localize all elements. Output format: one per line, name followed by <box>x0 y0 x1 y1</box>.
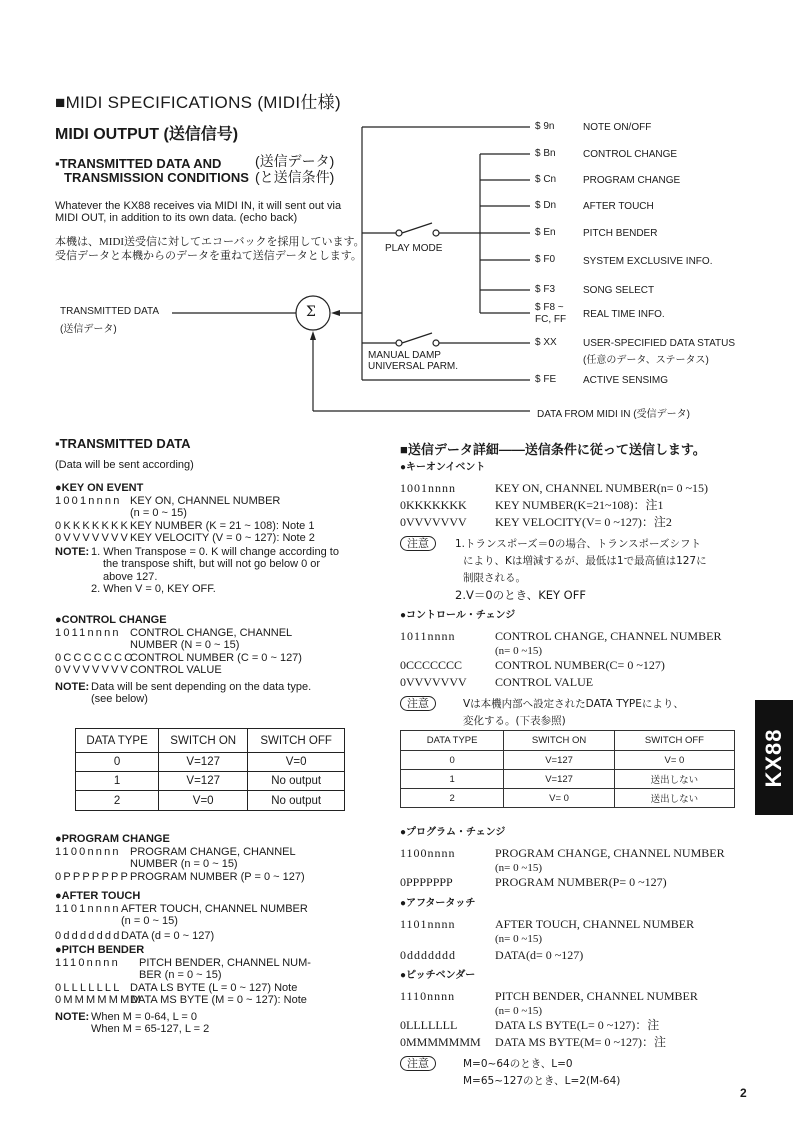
bit-desc: PITCH BENDER, CHANNEL NUMBER <box>495 989 698 1003</box>
table-cell: 2 <box>76 791 159 811</box>
bit-pattern: 0LLLLLLL <box>55 981 122 994</box>
bit-desc: BER (n = 0 ~ 15) <box>139 969 222 981</box>
section-heading: ●プログラム・チェンジ <box>400 827 506 838</box>
status-desc: CONTROL CHANGE <box>583 149 678 160</box>
bit-desc: (n= 0 ~15) <box>495 933 542 945</box>
table-cell: 0 <box>76 753 159 772</box>
table-cell: 0 <box>401 751 504 770</box>
table-cell: 送出しない <box>614 770 734 789</box>
conditions-heading-1: ▪TRANSMITTED DATA AND <box>55 156 222 171</box>
bit-desc: PROGRAM NUMBER (P = 0 ~ 127) <box>130 870 305 883</box>
section-heading: ●キーオンイベント <box>400 462 486 473</box>
bit-pattern: 0CCCCCCC <box>55 651 135 664</box>
status-desc: AFTER TOUCH <box>583 201 654 212</box>
table-header: DATA TYPE <box>76 729 159 753</box>
table-cell: No output <box>248 791 345 811</box>
status-code: $ Bn <box>535 148 556 159</box>
table-row <box>401 751 735 770</box>
page-number: 2 <box>740 1086 747 1100</box>
table-cell: V=127 <box>504 770 615 789</box>
bit-pattern: 0KKKKKKK <box>400 498 467 512</box>
manual-damp-label <box>368 350 458 372</box>
jp-line: と送信条件 <box>259 169 330 185</box>
bit-pattern: 1100nnnn <box>400 846 456 860</box>
caution-badge: 注意 <box>400 696 436 711</box>
bit-desc: PROGRAM NUMBER(P= 0 ~127) <box>495 875 667 889</box>
bit-desc: DATA LS BYTE (L = 0 ~ 127) Note <box>130 981 298 994</box>
table-cell: 1 <box>76 772 159 791</box>
status-code: FC, FF <box>535 314 567 325</box>
table-cell: No output <box>248 772 345 791</box>
table-header: DATA TYPE <box>401 731 504 751</box>
jp-lower-sections <box>400 824 725 1090</box>
table-cell: 2 <box>401 789 504 808</box>
conditions-heading-jp: (送信データ) (と送信条件) <box>255 153 335 185</box>
bit-desc: DATA MS BYTE (M = 0 ~ 127): Note <box>130 994 307 1006</box>
table-header: SWITCH ON <box>159 729 248 753</box>
bit-pattern: 0VVVVVVV <box>400 515 467 529</box>
note-text: 2. When V = 0, KEY OFF. <box>91 583 216 595</box>
bit-desc: KEY ON, CHANNEL NUMBER <box>130 494 281 507</box>
transmitted-data-label-jp: (送信データ) <box>60 324 117 335</box>
bit-desc: (n= 0 ~15) <box>495 862 542 874</box>
bit-pattern: 1011nnnn <box>55 626 121 639</box>
section-heading: ●PROGRAM CHANGE <box>55 833 170 845</box>
bit-desc: AFTER TOUCH, CHANNEL NUMBER <box>495 917 695 931</box>
midi-in-label: DATA FROM MIDI IN (受信データ) <box>537 409 690 420</box>
status-desc: PITCH BENDER <box>583 228 658 239</box>
bit-pattern: 0CCCCCCC <box>400 658 463 672</box>
bit-desc: (n= 0 ~15) <box>495 1005 542 1017</box>
caution-badge: 注意 <box>400 1056 436 1071</box>
bit-pattern: 0VVVVVVV <box>400 675 467 689</box>
status-code: $ En <box>535 227 556 238</box>
bit-desc: CONTROL NUMBER(C= 0 ~127) <box>495 658 665 672</box>
note-text: により、Kは増減するが、最低は1で最高値は127に <box>463 555 707 567</box>
status-desc: USER-SPECIFIED DATA STATUS <box>583 338 736 349</box>
bit-desc: KEY ON, CHANNEL NUMBER(n= 0 ~15) <box>495 481 709 495</box>
text-line: 本機は、MIDI送受信に対してエコーバックを採用しています。 <box>55 236 365 248</box>
bit-desc: CONTROL NUMBER (C = 0 ~ 127) <box>130 651 302 664</box>
bit-desc: CONTROL CHANGE, CHANNEL <box>130 626 293 639</box>
bit-pattern: 1100nnnn <box>55 845 121 858</box>
text-line: MIDI OUT, in addition to its own data. (echo back) <box>55 212 298 224</box>
status-code: $ Cn <box>535 174 557 185</box>
status-code: $ F8 ~ <box>535 302 564 313</box>
note-text: Data will be sent depending on the data type. <box>91 680 312 693</box>
bit-pattern: 0MMMMMMM <box>55 994 143 1006</box>
status-desc: NOTE ON/OFF <box>583 122 652 133</box>
jp-line: 送信データ <box>259 153 330 169</box>
bit-pattern: 0VVVVVVV <box>55 664 131 676</box>
section-heading: ●ピッチベンダー <box>400 970 476 981</box>
jp-detail-heading: ■送信データ詳細——送信条件に従って送信します。 <box>400 442 706 457</box>
bit-pattern: 1001nnnn <box>55 494 122 507</box>
status-code: $ F0 <box>535 254 556 265</box>
caution-badge: 注意 <box>400 536 436 551</box>
table-cell: V=127 <box>159 753 248 772</box>
status-desc: PROGRAM CHANGE <box>583 175 681 186</box>
status-code: $ FE <box>535 374 557 385</box>
section-heading: ●アフタータッチ <box>400 898 476 909</box>
section-heading: ●CONTROL CHANGE <box>55 614 167 626</box>
section-heading: ●KEY ON EVENT <box>55 482 144 494</box>
bit-pattern: 1001nnnn <box>400 481 456 495</box>
bit-desc: DATA (d = 0 ~ 127) <box>121 929 215 942</box>
bit-desc: PROGRAM CHANGE, CHANNEL NUMBER <box>495 846 725 860</box>
table-row <box>76 753 345 772</box>
transmitted-data-heading: ▪TRANSMITTED DATA <box>55 436 191 451</box>
note-text: (see below) <box>91 693 148 705</box>
note-label: NOTE: <box>55 545 90 558</box>
table-cell: 送出しない <box>614 789 734 808</box>
bit-pattern: 1110nnnn <box>400 989 456 1003</box>
note-text: above 127. <box>103 570 158 583</box>
bit-desc: (n= 0 ~15) <box>495 645 542 657</box>
table-cell: V=0 <box>159 791 248 811</box>
conditions-heading-2: TRANSMISSION CONDITIONS <box>64 170 249 185</box>
note-text: M=65~127のとき、L=2(M-64) <box>463 1075 621 1087</box>
text-line: MANUAL DAMP <box>368 350 441 361</box>
table-cell: 1 <box>401 770 504 789</box>
status-desc: SONG SELECT <box>583 285 655 296</box>
bit-pattern: 0PPPPPPP <box>55 870 131 883</box>
note-text: 2.V＝0のとき、KEY OFF <box>455 588 586 602</box>
bit-pattern: 0ddddddd <box>55 929 122 942</box>
page-title: ■MIDI SPECIFICATIONS (MIDI仕様) <box>55 93 341 112</box>
note-text: 変化する。(下表参照) <box>463 715 566 727</box>
bit-desc: DATA MS BYTE(M= 0 ~127)：注 <box>495 1035 666 1049</box>
section-heading: ●AFTER TOUCH <box>55 890 141 902</box>
bit-desc: CONTROL VALUE <box>495 675 594 689</box>
note-label: NOTE: <box>55 1010 90 1023</box>
table-cell: V=0 <box>248 753 345 772</box>
table-row <box>76 772 345 791</box>
status-desc: SYSTEM EXCLUSIVE INFO. <box>583 256 713 267</box>
note-text: the transpose shift, but will not go below 0 or <box>103 558 321 570</box>
side-tab <box>755 700 793 815</box>
section-heading: ●コントロール・チェンジ <box>400 610 516 621</box>
table-row <box>401 770 735 789</box>
bit-desc: PITCH BENDER, CHANNEL NUM- <box>139 956 311 969</box>
bit-desc: KEY NUMBER (K = 21 ~ 108): Note 1 <box>130 519 315 532</box>
bit-desc: CONTROL VALUE <box>130 664 222 676</box>
bit-pattern: 1101nnnn <box>400 917 456 931</box>
bit-desc: NUMBER (N = 0 ~ 15) <box>130 639 240 651</box>
bit-desc: PROGRAM CHANGE, CHANNEL <box>130 845 296 858</box>
bit-pattern: 0VVVVVVV <box>55 532 131 544</box>
jp-data-type-table <box>400 730 735 808</box>
bit-desc: KEY NUMBER(K=21~108)：注1 <box>495 498 664 512</box>
transmitted-data-sub: (Data will be sent according) <box>55 459 194 471</box>
bit-pattern: 0ddddddd <box>400 948 456 962</box>
status-desc: ACTIVE SENSIMG <box>583 375 669 386</box>
bit-desc: (n = 0 ~ 15) <box>130 507 187 519</box>
note-text: When M = 0-64, L = 0 <box>91 1010 197 1023</box>
bit-pattern: 1101nnnn <box>55 902 121 915</box>
status-code: $ Dn <box>535 200 557 211</box>
table-cell: V= 0 <box>614 751 734 770</box>
control-change-section <box>55 614 311 706</box>
transmitted-data-label: TRANSMITTED DATA <box>60 306 160 317</box>
text-line: 受信データと本機からのデータを重ねて送信データとします。 <box>55 249 362 262</box>
note-text: 制限される。 <box>463 572 526 584</box>
bit-desc: (n = 0 ~ 15) <box>121 915 178 927</box>
table-cell: V=127 <box>159 772 248 791</box>
table-row <box>76 791 345 811</box>
data-type-table <box>75 728 345 811</box>
section-title: MIDI OUTPUT (送信信号) <box>55 126 239 143</box>
status-code: $ XX <box>535 337 557 348</box>
note-text: M=0~64のとき、L=0 <box>463 1058 573 1070</box>
note-text: Vは本機内部へ設定されたDATA TYPEにより、 <box>463 698 684 710</box>
jp-key-on-section <box>400 459 721 730</box>
bit-desc: DATA LS BYTE(L= 0 ~127)：注 <box>495 1018 660 1032</box>
table-cell: V=127 <box>504 751 615 770</box>
table-cell: V= 0 <box>504 789 615 808</box>
sigma-symbol: Σ <box>306 304 316 320</box>
note-text: 1. When Transpose = 0. K will change according to <box>91 545 339 558</box>
bit-desc: AFTER TOUCH, CHANNEL NUMBER <box>121 902 308 915</box>
table-header: SWITCH OFF <box>614 731 734 751</box>
text-line: UNIVERSAL PARM. <box>368 361 459 372</box>
bit-pattern: 0LLLLLLL <box>400 1018 458 1032</box>
bit-desc: KEY VELOCITY (V = 0 ~ 127): Note 2 <box>130 532 315 544</box>
text-line: Whatever the KX88 receives via MIDI IN, it will sent out via <box>55 200 342 212</box>
play-mode-label: PLAY MODE <box>385 243 443 254</box>
section-heading: ●PITCH BENDER <box>55 944 145 956</box>
bit-pattern: 1011nnnn <box>400 629 456 643</box>
note-text: When M = 65-127, L = 2 <box>91 1023 210 1035</box>
bit-desc: DATA(d= 0 ~127) <box>495 948 584 962</box>
side-tab-label: KX88 <box>761 727 786 788</box>
table-header: SWITCH OFF <box>248 729 345 753</box>
bit-desc: CONTROL CHANGE, CHANNEL NUMBER <box>495 629 722 643</box>
table-header: SWITCH ON <box>504 731 615 751</box>
bit-pattern: 0PPPPPPP <box>400 875 453 889</box>
status-desc: REAL TIME INFO. <box>583 309 665 320</box>
bit-desc: KEY VELOCITY(V= 0 ~127)：注2 <box>495 515 672 529</box>
table-row <box>401 789 735 808</box>
bit-pattern: 0KKKKKKK <box>55 519 131 532</box>
bit-pattern: 0MMMMMMM <box>400 1035 481 1049</box>
program-change-section <box>55 833 311 1036</box>
bit-pattern: 1110nnnn <box>55 956 120 969</box>
status-code: $ F3 <box>535 284 556 295</box>
status-desc: (任意のデータ、ステータス) <box>583 355 709 366</box>
key-on-section <box>55 482 339 596</box>
note-text: 1.トランスポーズ＝0の場合、トランスポーズシフト <box>455 538 702 550</box>
note-label: NOTE: <box>55 680 90 693</box>
bit-desc: NUMBER (n = 0 ~ 15) <box>130 858 238 870</box>
status-code: $ 9n <box>535 121 555 132</box>
